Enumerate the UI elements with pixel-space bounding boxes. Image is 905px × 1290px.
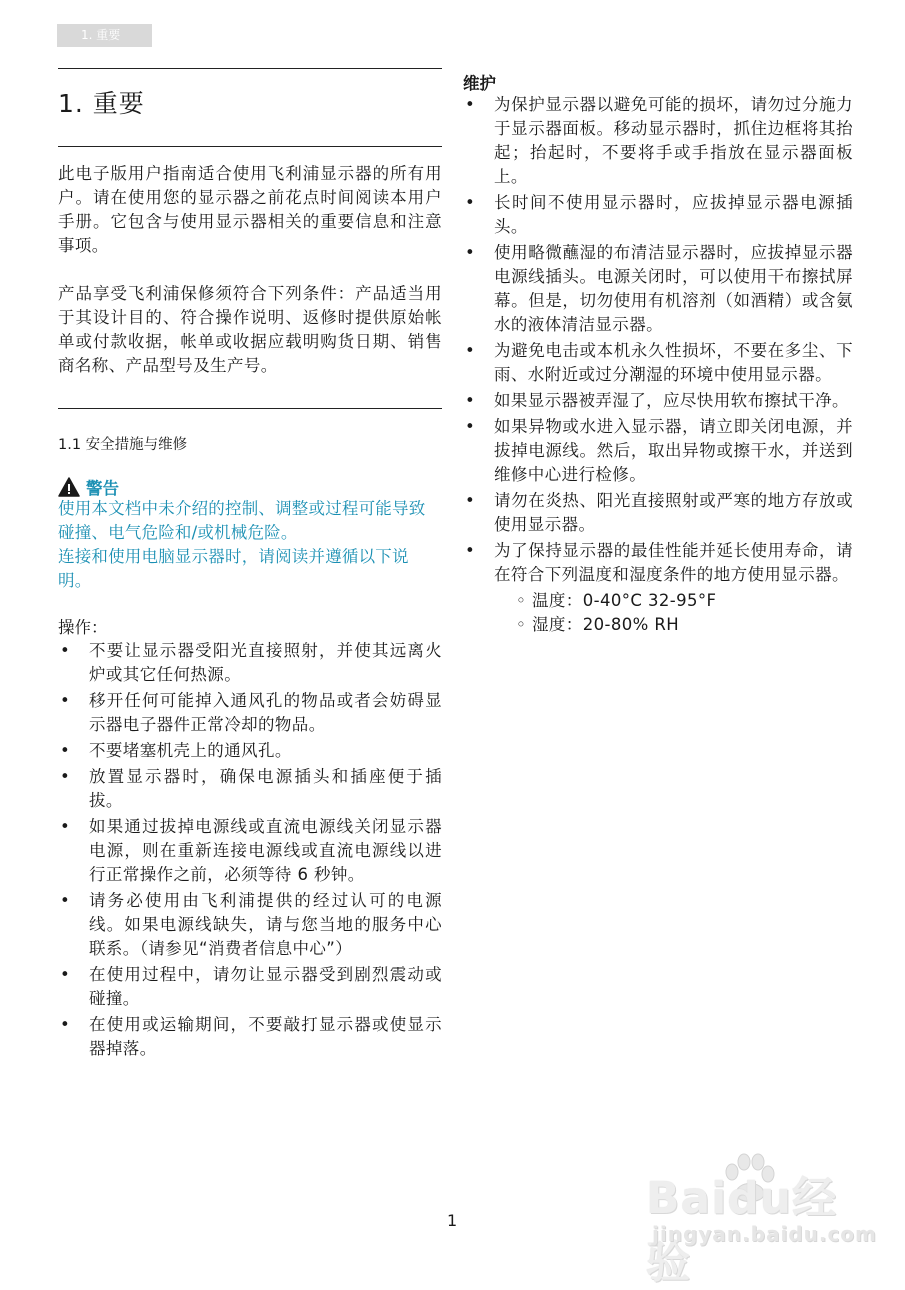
- list-item: • 如果显示器被弄湿了，应尽快用软布擦拭干净。: [465, 391, 849, 410]
- list-item: • 不要让显示器受阳光直接照射，并使其远离火炉或其它任何热源。: [60, 641, 442, 684]
- list-item-text: 如果通过拔掉电源线或直流电源线关闭显示器电源，则在重新连接电源线或直流电源线以进行正常操作之前，必须等待 6 秒钟。: [89, 817, 442, 884]
- baidu-watermark: [640, 1150, 877, 1288]
- list-item-text: 长时间不使用显示器时，应拔掉显示器电源插头。: [494, 193, 853, 236]
- list-item-text: 请勿在炎热、阳光直接照射或严寒的地方存放或使用显示器。: [494, 491, 853, 534]
- intro-block: [58, 162, 442, 378]
- list-item: • 为避免电击或本机永久性损坏，不要在多尘、下雨、水附近或过分潮湿的环境中使用显示器。: [465, 341, 853, 384]
- warning-text: [58, 497, 442, 593]
- conditions-sublist: [494, 589, 853, 637]
- list-item: • 如果异物或水进入显示器，请立即关闭电源，并拔掉电源线。然后，取出异物或擦干水，并送到维修中心进行检修。: [465, 417, 853, 484]
- warning-icon: [58, 477, 80, 497]
- list-item-text: 移开任何可能掉入通风孔的物品或者会妨碍显示器电子器件正常冷却的物品。: [89, 691, 442, 734]
- watermark-brand: Baidu经验: [646, 1173, 838, 1288]
- maintenance-list: [463, 93, 853, 637]
- intro-paragraph-1: 此电子版用户指南适合使用飞利浦显示器的所有用户。请在使用您的显示器之前花点时间阅读本用户手册。它包含与使用显示器相关的重要信息和注意事项。: [58, 164, 442, 255]
- chapter-tab: 1. 重要: [57, 24, 152, 47]
- section-rule: [58, 408, 442, 409]
- page-title: 1. 重要: [58, 89, 145, 118]
- warning-heading: [58, 475, 119, 499]
- sublist-item-text: 温度：0-40°C 32-95°F: [532, 591, 717, 610]
- section-heading: 1.1 安全措施与维修: [58, 437, 188, 453]
- list-item: • 为保护显示器以避免可能的损坏，请勿过分施力于显示器面板。移动显示器时，抓住边框将其抬起；抬起时，不要将手或手指放在显示器面板上。: [465, 95, 853, 186]
- sublist-item: ◦ 温度：0-40°C 32-95°F: [516, 591, 717, 610]
- list-item-text: 使用略微蘸湿的布清洁显示器时，应拔掉显示器电源线插头。电源关闭时，可以使用干布擦拭屏幕。但是，切勿使用有机溶剂（如酒精）或含氨水的液体清洁显示器。: [494, 243, 853, 334]
- warning-line-1: 使用本文档中未介绍的控制、调整或过程可能导致碰撞、电气危险和/或机械危险。: [58, 499, 426, 542]
- list-item: • 请务必使用由飞利浦提供的经过认可的电源线。如果电源线缺失，请与您当地的服务中心联系。（请参见“消费者信息中心”）: [60, 891, 442, 958]
- title-top-rule: [58, 68, 442, 69]
- page-number: 1: [447, 1211, 458, 1230]
- list-item: • 请勿在炎热、阳光直接照射或严寒的地方存放或使用显示器。: [465, 491, 853, 534]
- list-item-text: 为了保持显示器的最佳性能并延长使用寿命，请在符合下列温度和湿度条件的地方使用显示器。: [494, 541, 853, 584]
- warning-heading-label: 警告: [86, 479, 119, 498]
- list-item: • 放置显示器时，确保电源插头和插座便于插拔。: [60, 767, 442, 810]
- sublist-item-text: 湿度：20-80% RH: [532, 615, 680, 634]
- maintenance-list-wrap: [463, 93, 853, 637]
- intro-paragraph-2: 产品享受飞利浦保修须符合下列条件：产品适当用于其设计目的、符合操作说明、返修时提供原始帐单或付款收据，帐单或收据应载明购货日期、销售商名称、产品型号及生产号。: [58, 284, 442, 375]
- list-item-text: 为保护显示器以避免可能的损坏，请勿过分施力于显示器面板。移动显示器时，抓住边框将其抬起；抬起时，不要将手或手指放在显示器面板上。: [494, 95, 853, 186]
- warning-line-2: 连接和使用电脑显示器时，请阅读并遵循以下说明。: [58, 547, 409, 590]
- list-item-text: 如果显示器被弄湿了，应尽快用软布擦拭干净。: [494, 391, 849, 410]
- list-item: • 在使用或运输期间，不要敲打显示器或使显示器掉落。: [60, 1015, 442, 1058]
- list-item-text: 不要让显示器受阳光直接照射，并使其远离火炉或其它任何热源。: [89, 641, 442, 684]
- watermark-url: jingyan.baidu.com: [652, 1222, 877, 1246]
- list-item-text: 放置显示器时，确保电源插头和插座便于插拔。: [89, 767, 442, 810]
- list-item-text: 请务必使用由飞利浦提供的经过认可的电源线。如果电源线缺失，请与您当地的服务中心联系。（请参见“消费者信息中心”）: [89, 891, 442, 958]
- list-item: • 不要堵塞机壳上的通风孔。: [60, 741, 292, 760]
- list-item: • 使用略微蘸湿的布清洁显示器时，应拔掉显示器电源线插头。电源关闭时，可以使用干布擦拭屏幕。但是，切勿使用有机溶剂（如酒精）或含氨水的液体清洁显示器。: [465, 243, 853, 334]
- title-bottom-rule: [58, 146, 442, 147]
- maintenance-heading: 维护: [463, 74, 496, 93]
- list-item: • 长时间不使用显示器时，应拔掉显示器电源插头。: [465, 193, 853, 236]
- list-item: • 为了保持显示器的最佳性能并延长使用寿命，请在符合下列温度和湿度条件的地方使用显示器。 ◦ 温度：0-40°C 32-95°F ◦ 湿度：20-80% RH: [463, 539, 853, 637]
- sublist-item: ◦ 湿度：20-80% RH: [516, 615, 680, 634]
- list-item: • 如果通过拔掉电源线或直流电源线关闭显示器电源，则在重新连接电源线或直流电源线以进行正常操作之前，必须等待 6 秒钟。: [60, 817, 442, 884]
- list-item-text: 不要堵塞机壳上的通风孔。: [89, 741, 292, 760]
- operations-list-wrap: [58, 639, 442, 1061]
- list-item-text: 如果异物或水进入显示器，请立即关闭电源，并拔掉电源线。然后，取出异物或擦干水，并送到维修中心进行检修。: [494, 417, 853, 484]
- list-item-text: 在使用或运输期间，不要敲打显示器或使显示器掉落。: [89, 1015, 442, 1058]
- operations-heading: 操作：: [58, 618, 108, 637]
- list-item: • 在使用过程中，请勿让显示器受到剧烈震动或碰撞。: [60, 965, 442, 1008]
- list-item-text: 为避免电击或本机永久性损坏，不要在多尘、下雨、水附近或过分潮湿的环境中使用显示器。: [494, 341, 853, 384]
- list-item-text: 在使用过程中，请勿让显示器受到剧烈震动或碰撞。: [89, 965, 442, 1008]
- operations-list: [58, 639, 442, 1061]
- list-item: • 移开任何可能掉入通风孔的物品或者会妨碍显示器电子器件正常冷却的物品。: [60, 691, 442, 734]
